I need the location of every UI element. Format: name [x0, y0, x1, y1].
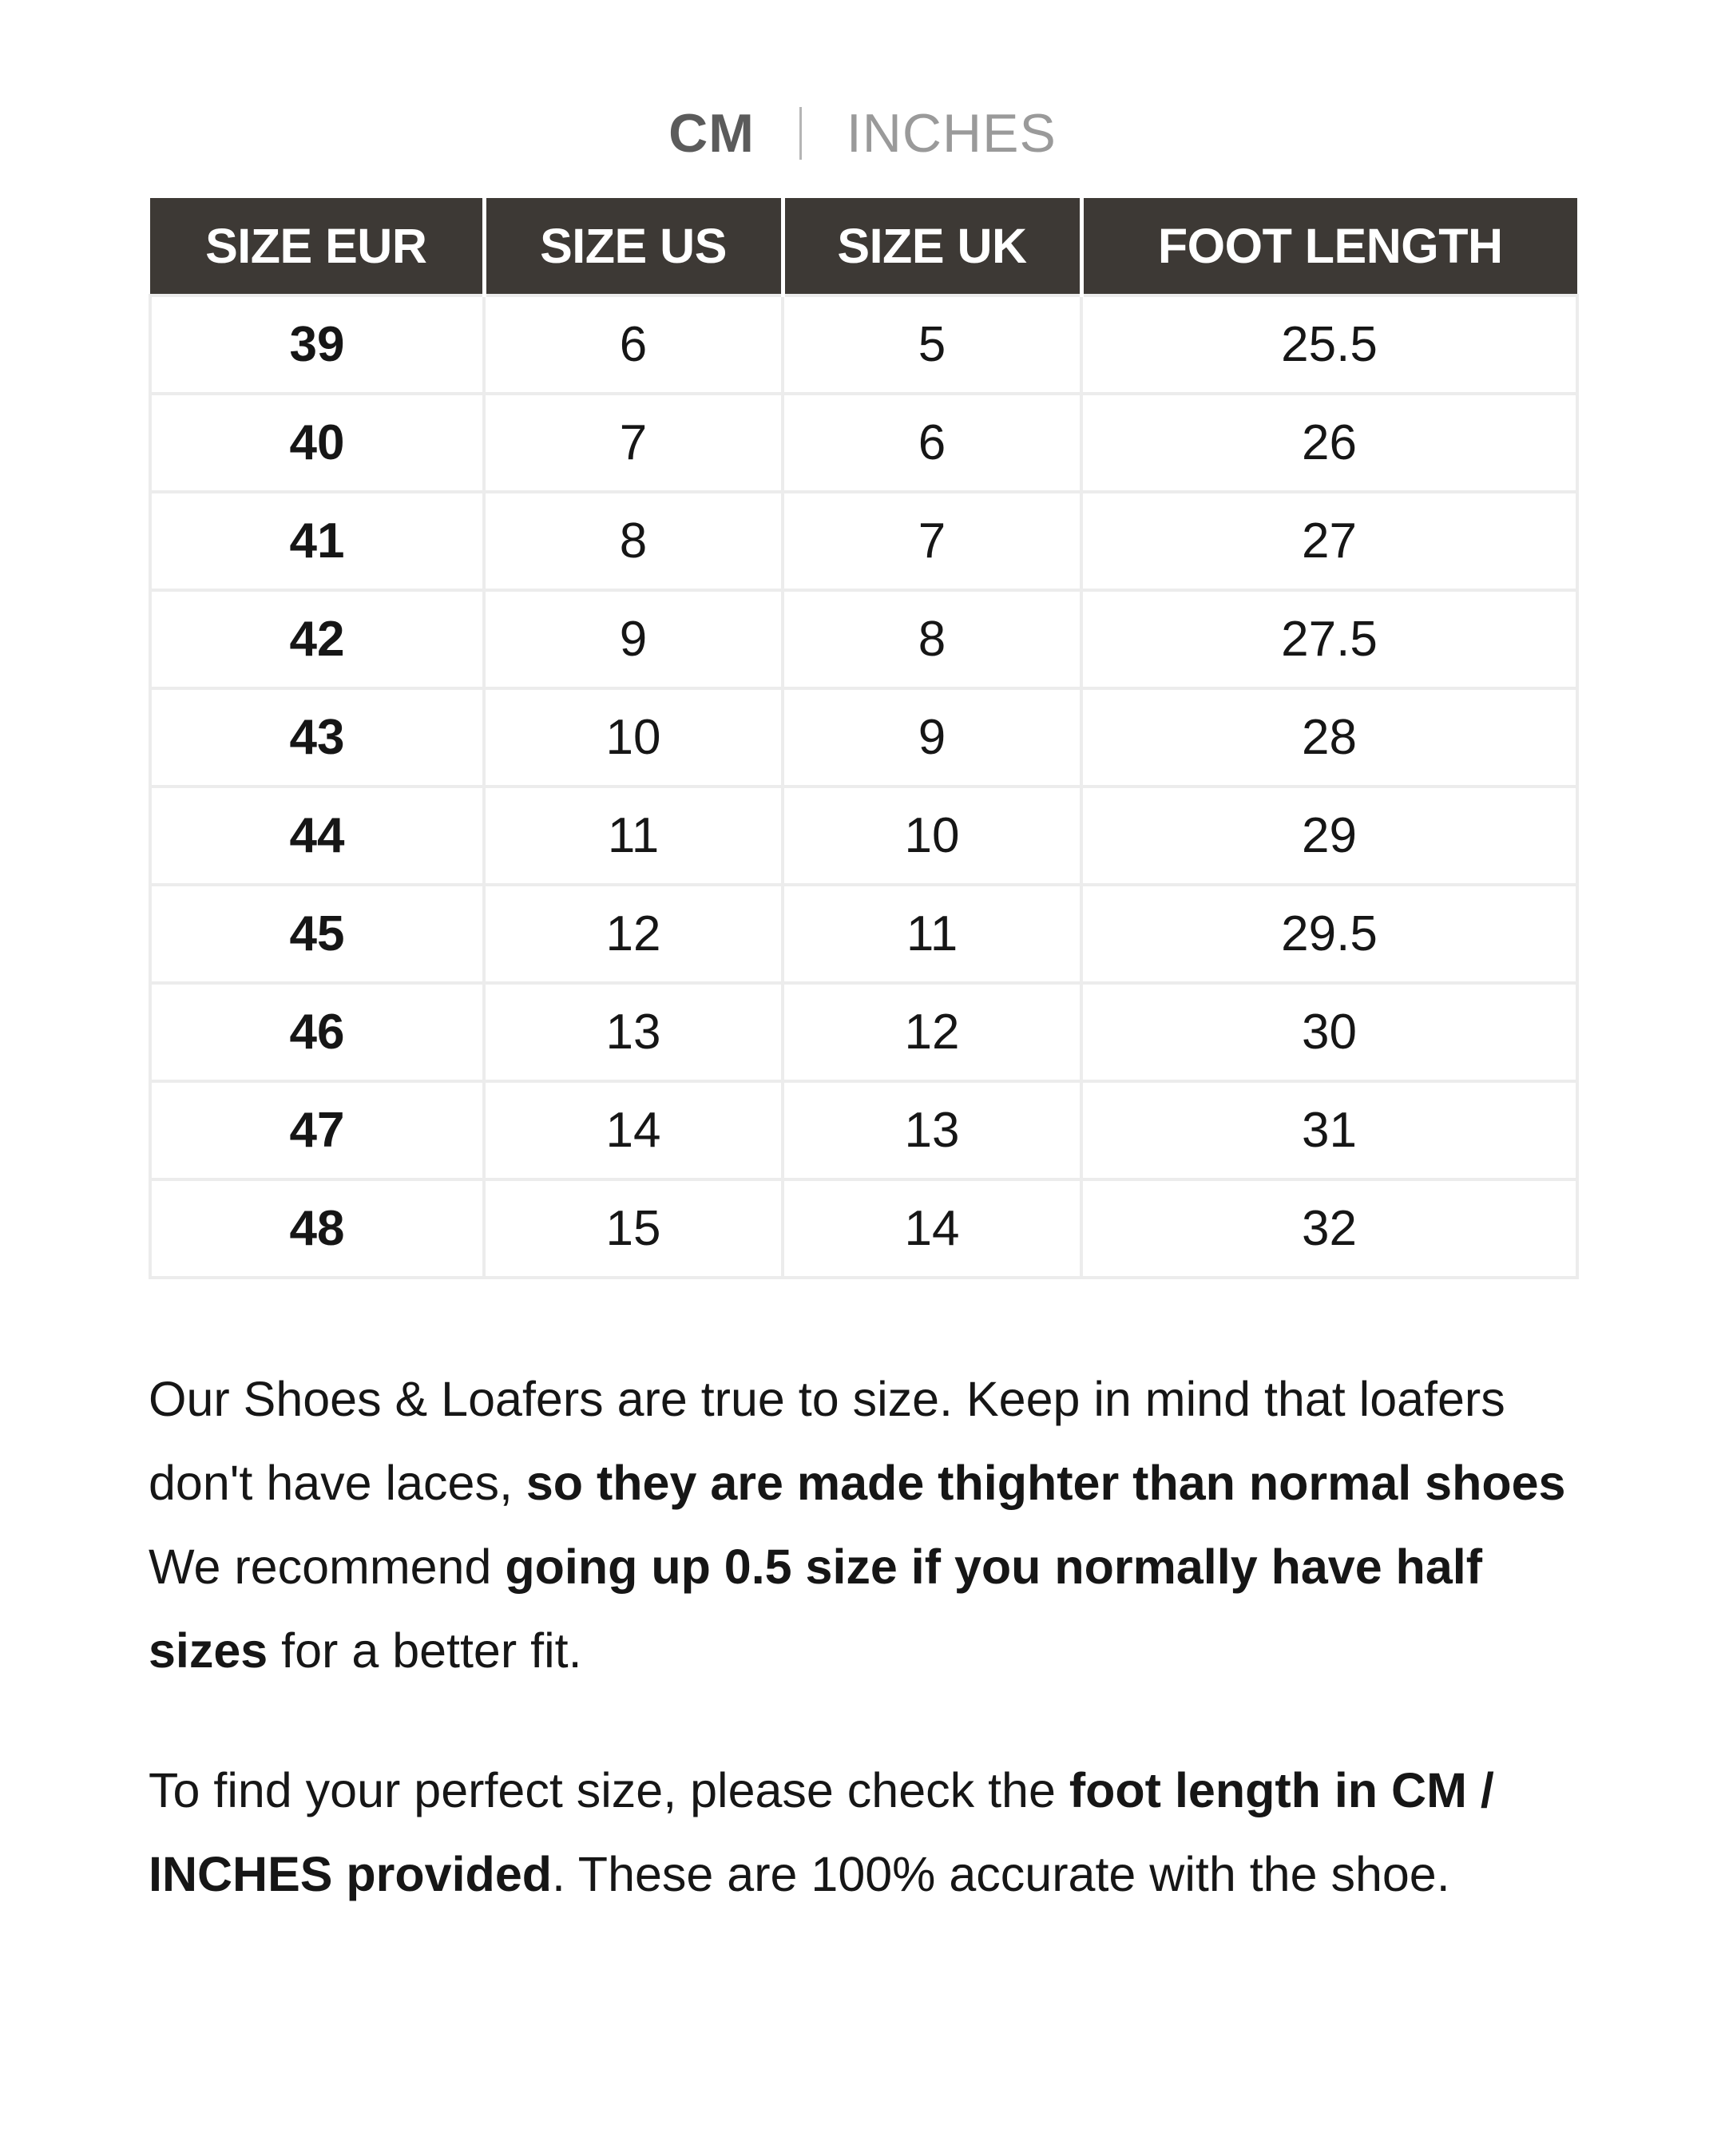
cell-size-us: 8 — [484, 492, 783, 590]
cell-size-eur: 39 — [150, 295, 484, 394]
cell-foot-length: 31 — [1081, 1081, 1577, 1179]
cell-foot-length: 32 — [1081, 1179, 1577, 1278]
body-text: Our Shoes & Loafers are true to size. Keep in mind that loafers don't have laces, — [149, 1372, 1505, 1510]
cell-size-eur: 40 — [150, 394, 484, 492]
cell-size-uk: 9 — [783, 688, 1081, 787]
header-size-uk: SIZE UK — [783, 198, 1081, 295]
cell-size-us: 13 — [484, 983, 783, 1081]
emphasis-text: going up 0.5 size if you normally have half sizes — [149, 1540, 1483, 1678]
cell-size-uk: 7 — [783, 492, 1081, 590]
cell-size-us: 15 — [484, 1179, 783, 1278]
table-row — [150, 1179, 1577, 1278]
emphasis-text: so they are made thighter than normal shoes — [525, 1456, 1566, 1510]
table-row — [150, 1081, 1577, 1179]
emphasis-text: foot length in CM / INCHES provided — [149, 1763, 1494, 1901]
cell-size-uk: 11 — [783, 885, 1081, 983]
header-row — [150, 198, 1577, 295]
cell-size-uk: 10 — [783, 787, 1081, 885]
cell-size-us: 6 — [484, 295, 783, 394]
cell-size-uk: 13 — [783, 1081, 1081, 1179]
size-chart-table — [149, 198, 1579, 1279]
foot-length-note — [149, 1749, 1586, 1916]
cell-size-eur: 46 — [150, 983, 484, 1081]
cell-size-eur: 45 — [150, 885, 484, 983]
table-row — [150, 590, 1577, 688]
fit-description — [149, 1357, 1586, 1693]
header-size-eur: SIZE EUR — [150, 198, 484, 295]
cell-size-us: 12 — [484, 885, 783, 983]
cell-size-us: 14 — [484, 1081, 783, 1179]
cell-foot-length: 29.5 — [1081, 885, 1577, 983]
cell-size-us: 11 — [484, 787, 783, 885]
table-row — [150, 394, 1577, 492]
table-row — [150, 492, 1577, 590]
cell-size-eur: 47 — [150, 1081, 484, 1179]
cell-size-eur: 48 — [150, 1179, 484, 1278]
body-text: We recommend — [149, 1540, 506, 1594]
body-text: for a better fit. — [268, 1623, 582, 1678]
cell-size-us: 9 — [484, 590, 783, 688]
cell-size-eur: 42 — [150, 590, 484, 688]
size-chart-header — [150, 198, 1577, 295]
cell-size-uk: 12 — [783, 983, 1081, 1081]
table-row — [150, 688, 1577, 787]
cell-size-uk: 8 — [783, 590, 1081, 688]
cell-size-uk: 5 — [783, 295, 1081, 394]
table-row — [150, 787, 1577, 885]
cell-size-eur: 43 — [150, 688, 484, 787]
cell-size-uk: 14 — [783, 1179, 1081, 1278]
header-foot-length: FOOT LENGTH — [1081, 198, 1577, 295]
cell-size-eur: 41 — [150, 492, 484, 590]
cell-size-us: 10 — [484, 688, 783, 787]
table-row — [150, 295, 1577, 394]
body-text: To find your perfect size, please check the — [149, 1763, 1069, 1817]
table-row — [150, 885, 1577, 983]
cell-size-us: 7 — [484, 394, 783, 492]
cell-foot-length: 26 — [1081, 394, 1577, 492]
unit-option-cm[interactable]: CM — [668, 103, 755, 164]
cell-foot-length: 25.5 — [1081, 295, 1577, 394]
cell-size-uk: 6 — [783, 394, 1081, 492]
header-size-us: SIZE US — [484, 198, 783, 295]
body-text: . These are 100% accurate with the shoe. — [552, 1847, 1450, 1901]
cell-foot-length: 28 — [1081, 688, 1577, 787]
unit-divider — [799, 107, 802, 160]
cell-size-eur: 44 — [150, 787, 484, 885]
unit-toggle — [0, 102, 1725, 164]
size-chart-body — [150, 295, 1577, 1278]
cell-foot-length: 27.5 — [1081, 590, 1577, 688]
cell-foot-length: 27 — [1081, 492, 1577, 590]
table-row — [150, 983, 1577, 1081]
unit-option-inches[interactable]: INCHES — [846, 103, 1057, 164]
cell-foot-length: 29 — [1081, 787, 1577, 885]
cell-foot-length: 30 — [1081, 983, 1577, 1081]
